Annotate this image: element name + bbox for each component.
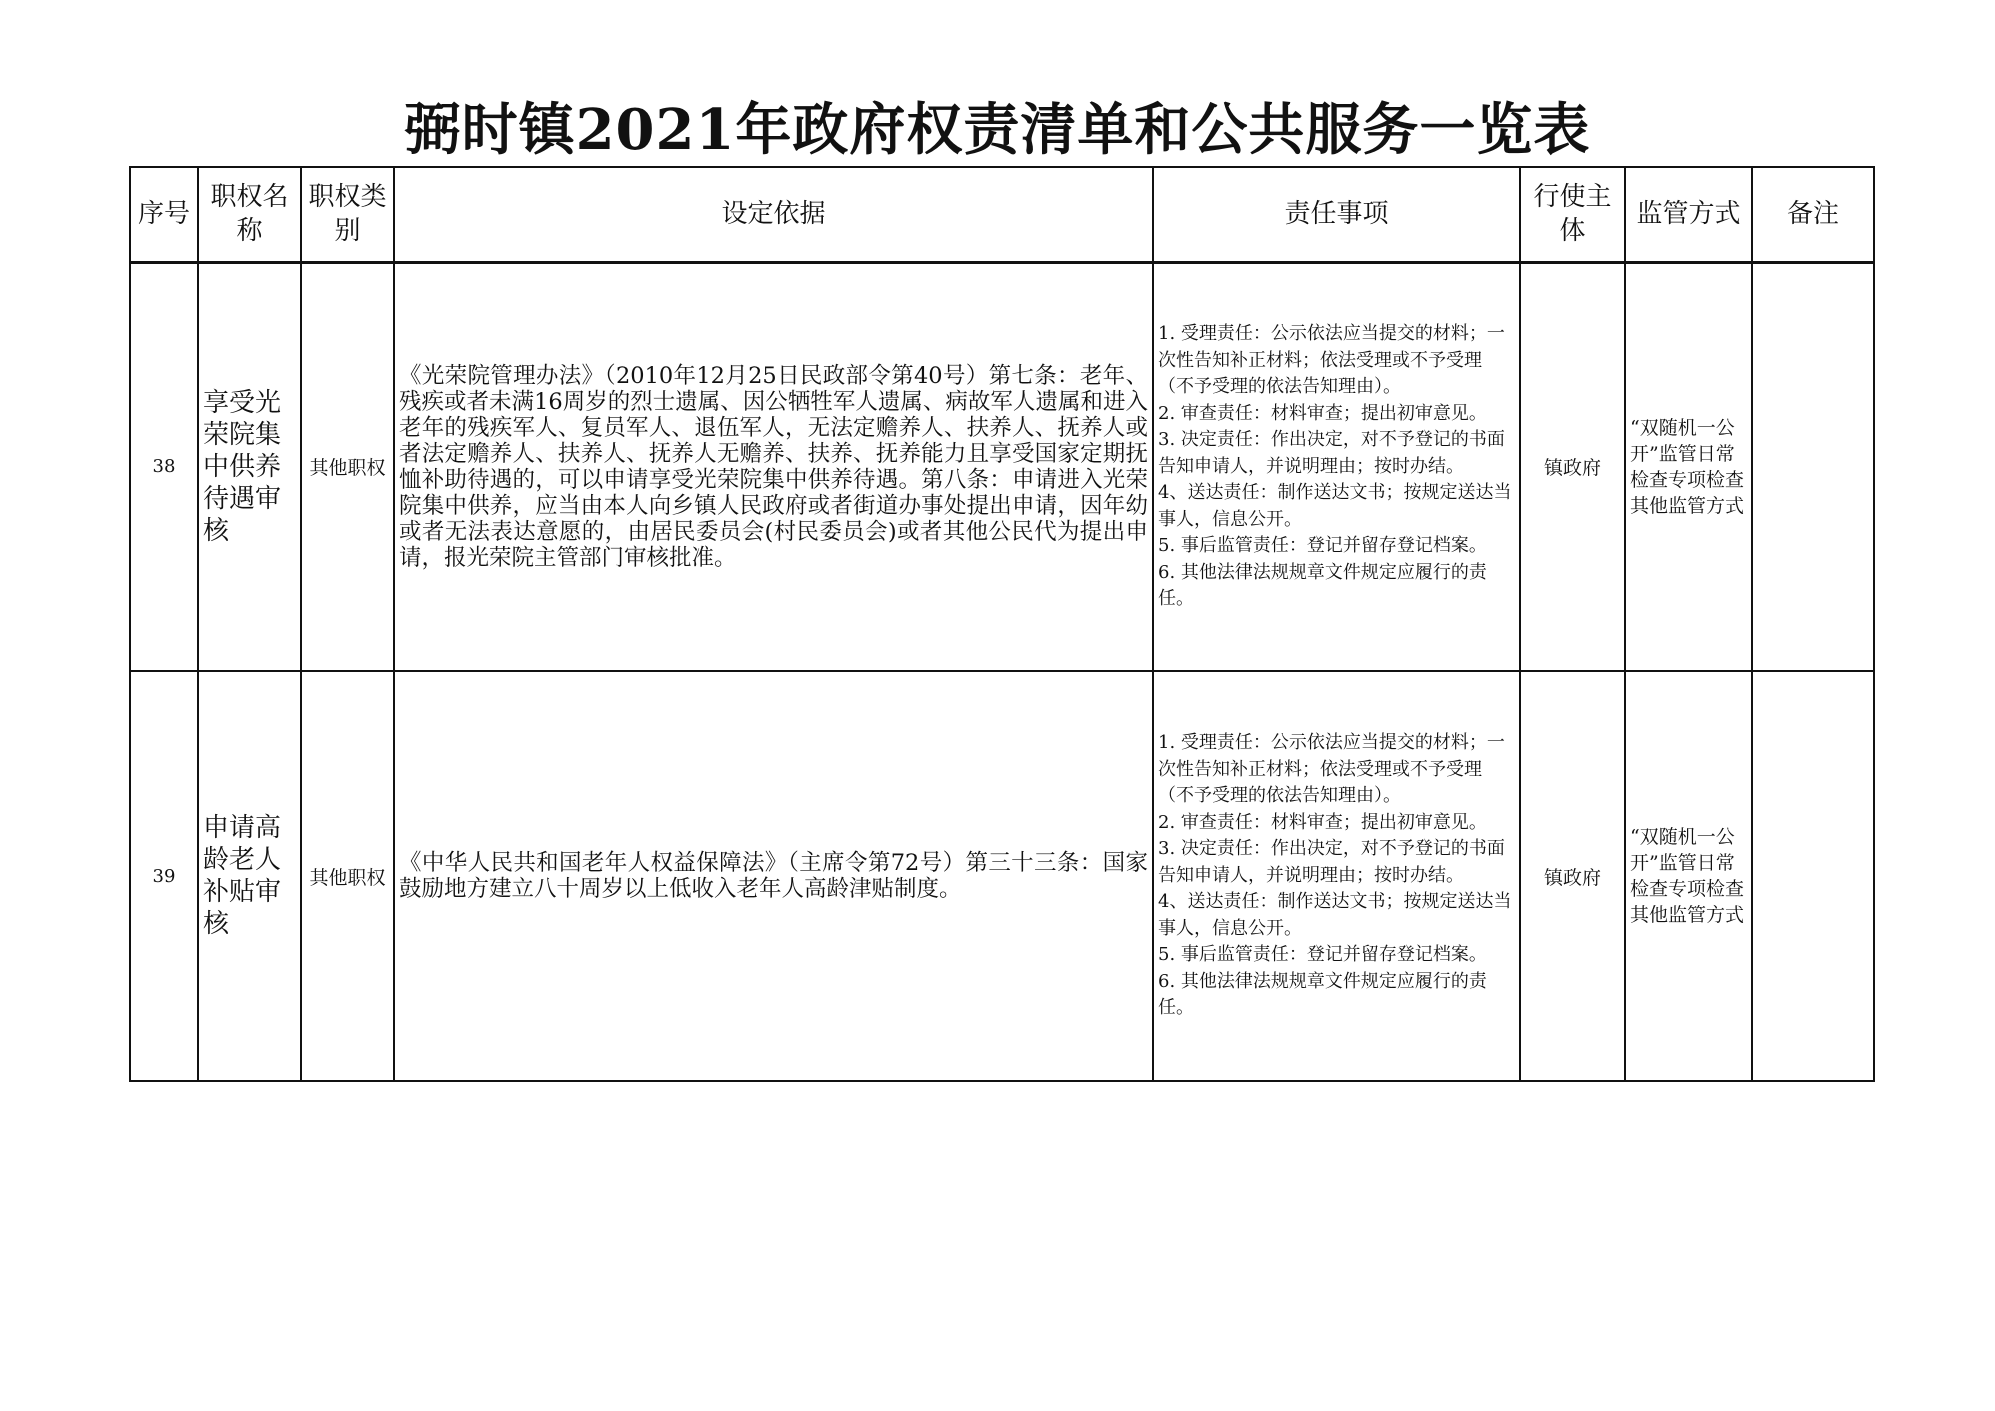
header-seq: 序号 bbox=[130, 167, 198, 262]
table-row bbox=[130, 671, 1874, 1081]
row-supervision: “双随机一公开”监管日常检查专项检查其他监管方式 bbox=[1625, 671, 1752, 1081]
header-basis: 设定依据 bbox=[394, 167, 1153, 262]
row-seq: 39 bbox=[130, 671, 198, 1081]
powers-table bbox=[129, 166, 1875, 1082]
duty-item: 3. 决定责任：作出决定，对不予登记的书面告知申请人，并说明理由；按时办结。 bbox=[1158, 838, 1505, 886]
table-row bbox=[130, 262, 1874, 671]
row-legal-basis: 《中华人民共和国老年人权益保障法》（主席令第72号）第三十三条：国家鼓励地方建立八十周岁以上低收入老年人高龄津贴制度。 bbox=[394, 671, 1153, 1081]
duty-item: 2. 审查责任：材料审查；提出初审意见。 bbox=[1158, 811, 1487, 833]
table-header-row bbox=[130, 167, 1874, 262]
duty-item: 4、送达责任：制作送达文书；按规定送达当事人，信息公开。 bbox=[1158, 891, 1512, 939]
row-power-type: 其他职权 bbox=[301, 262, 394, 671]
duty-item: 1. 受理责任：公示依法应当提交的材料；一次性告知补正材料；依法受理或不予受理（不予受理的依法告知理由）。 bbox=[1158, 732, 1505, 807]
row-seq: 38 bbox=[130, 262, 198, 671]
header-subject: 行使主体 bbox=[1520, 167, 1625, 262]
header-supervision: 监管方式 bbox=[1625, 167, 1752, 262]
duty-item: 5. 事后监管责任：登记并留存登记档案。 bbox=[1158, 944, 1487, 966]
header-duty: 责任事项 bbox=[1153, 167, 1520, 262]
duty-item: 6. 其他法律法规规章文件规定应履行的责任。 bbox=[1158, 561, 1487, 609]
duty-item: 2. 审查责任：材料审查；提出初审意见。 bbox=[1158, 402, 1487, 424]
row-duties bbox=[1153, 262, 1520, 671]
header-type: 职权类别 bbox=[301, 167, 394, 262]
row-power-name: 享受光荣院集中供养待遇审核 bbox=[198, 262, 301, 671]
row-power-type: 其他职权 bbox=[301, 671, 394, 1081]
row-power-name: 申请高龄老人补贴审核 bbox=[198, 671, 301, 1081]
header-name: 职权名称 bbox=[198, 167, 301, 262]
header-remark: 备注 bbox=[1752, 167, 1874, 262]
duty-item: 6. 其他法律法规规章文件规定应履行的责任。 bbox=[1158, 970, 1487, 1019]
row-subject: 镇政府 bbox=[1520, 262, 1625, 671]
row-remark bbox=[1752, 671, 1874, 1081]
duty-item: 4、送达责任：制作送达文书；按规定送达当事人，信息公开。 bbox=[1158, 482, 1512, 530]
row-supervision: “双随机一公开”监管日常检查专项检查其他监管方式 bbox=[1625, 262, 1752, 671]
row-subject: 镇政府 bbox=[1520, 671, 1625, 1081]
duty-item: 3. 决定责任：作出决定，对不予登记的书面告知申请人，并说明理由；按时办结。 bbox=[1158, 429, 1505, 477]
row-duties bbox=[1153, 671, 1520, 1081]
row-legal-basis: 《光荣院管理办法》（2010年12月25日民政部令第40号）第七条：老年、残疾或者未满16周岁的烈士遗属、因公牺牲军人遗属、病故军人遗属和进入老年的残疾军人、复员军人、退伍军人，无法定赡养人、扶养人、抚养人或者法定赡养人、扶养人、抚养人无赡养、扶养、抚养能力且享受国家定期抚恤补助待遇的，可以申请享受光荣院集中供养待遇。第八条：申请进入光荣院集中供养，应当由本人向乡镇人民政府或者街道办事处提出申请，因年幼或者无法表达意愿的，由居民委员会(村民委员会)或者其他公民代为提出申请，报光荣院主管部门审核批准。 bbox=[394, 262, 1153, 671]
page-title: 弼时镇2021年政府权责清单和公共服务一览表 bbox=[404, 97, 1591, 163]
duty-item: 1. 受理责任：公示依法应当提交的材料；一次性告知补正材料；依法受理或不予受理（不予受理的依法告知理由）。 bbox=[1158, 323, 1505, 397]
duty-item: 5. 事后监管责任：登记并留存登记档案。 bbox=[1158, 535, 1487, 556]
row-remark bbox=[1752, 262, 1874, 671]
